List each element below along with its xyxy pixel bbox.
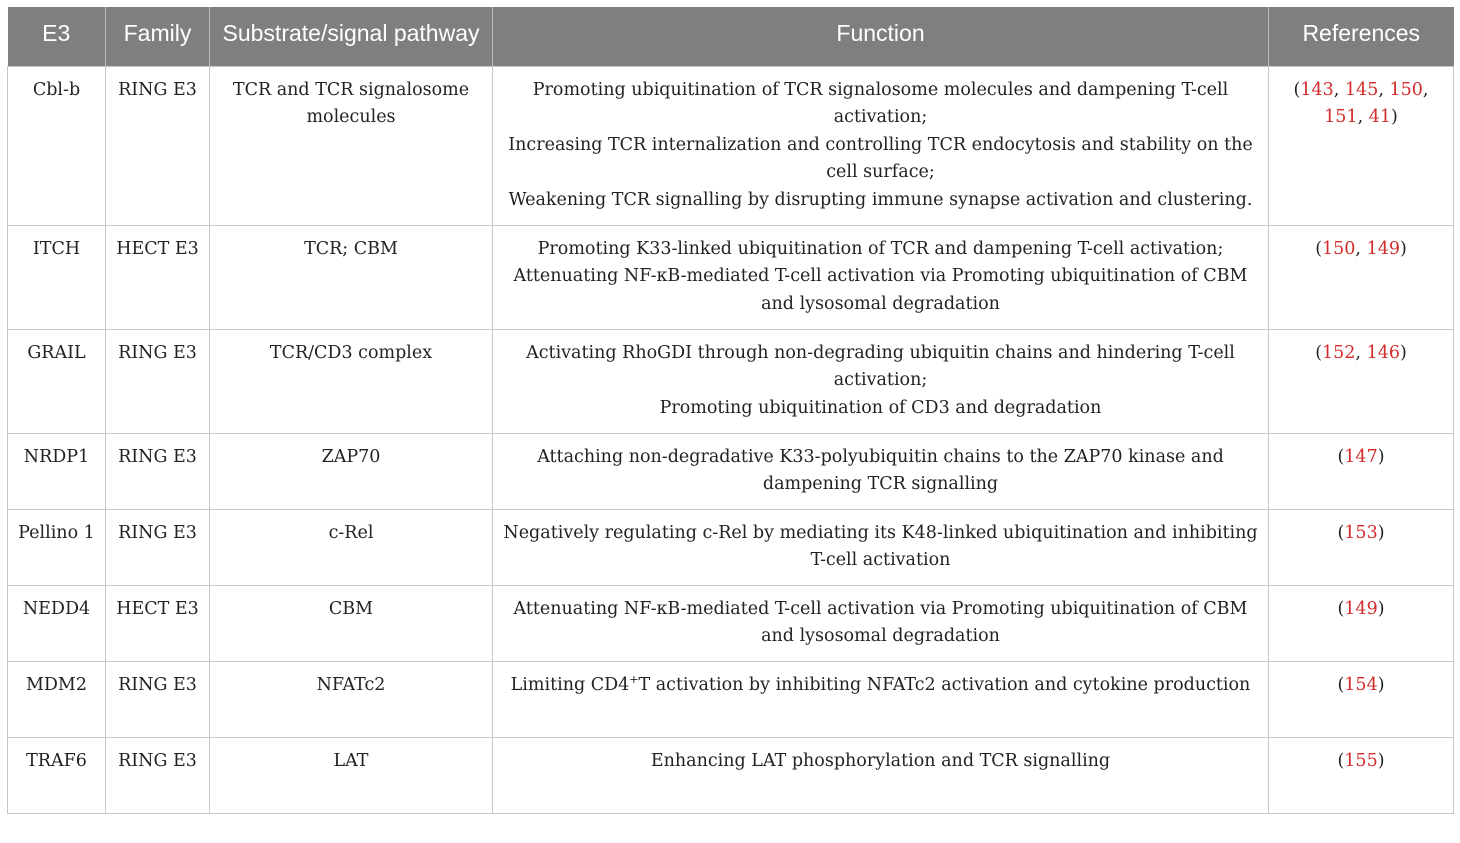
function-line: Promoting ubiquitination of CD3 and degradation (659, 397, 1102, 418)
cell-function (493, 585, 1269, 661)
cell-substrate: CBM (210, 585, 493, 661)
cell-references: (149) (1269, 585, 1454, 661)
function-line: Attenuating NF-κB-mediated T-cell activation via Promoting ubiquitination of CBM and lysosomal degradation (513, 266, 1248, 314)
reference-link[interactable]: 150 (1389, 79, 1423, 100)
cell-e3: Cbl-b (8, 66, 106, 225)
cell-family: RING E3 (106, 329, 210, 433)
table-row (8, 66, 1454, 225)
header-family: Family (106, 7, 210, 66)
cell-substrate: LAT (210, 737, 493, 813)
table-header-row (8, 7, 1454, 66)
cell-references: (154) (1269, 661, 1454, 737)
reference-link[interactable]: 147 (1344, 446, 1378, 467)
table-row (8, 329, 1454, 433)
table-row (8, 737, 1454, 813)
cell-references: (152, 146) (1269, 329, 1454, 433)
cell-references: (153) (1269, 509, 1454, 585)
cell-family: HECT E3 (106, 225, 210, 329)
reference-link[interactable]: 151 (1324, 107, 1358, 127)
cell-e3: GRAIL (8, 329, 106, 433)
cell-substrate: c-Rel (210, 509, 493, 585)
cell-family: HECT E3 (106, 585, 210, 661)
cell-references: (147) (1269, 433, 1454, 509)
reference-link[interactable]: 149 (1344, 598, 1378, 619)
cell-function (493, 661, 1269, 737)
reference-link[interactable]: 153 (1344, 522, 1378, 543)
cell-e3: NRDP1 (8, 433, 106, 509)
cell-family: RING E3 (106, 433, 210, 509)
function-line: Attenuating NF-κB-mediated T-cell activation via Promoting ubiquitination of CBM and lysosomal degradation (513, 598, 1248, 646)
function-line: Promoting ubiquitination of TCR signalosome molecules and dampening T-cell activation; (532, 79, 1229, 127)
table-row (8, 585, 1454, 661)
function-text-before: Limiting CD4 (510, 674, 630, 695)
cell-substrate: TCR; CBM (210, 225, 493, 329)
cell-function (493, 66, 1269, 225)
cell-family: RING E3 (106, 509, 210, 585)
reference-link[interactable]: 154 (1344, 674, 1378, 695)
reference-link[interactable]: 143 (1300, 79, 1334, 100)
function-line: Negatively regulating c-Rel by mediating its K48-linked ubiquitination and inhibiting T-cell activation (503, 522, 1258, 570)
cell-e3: ITCH (8, 225, 106, 329)
function-line: Increasing TCR internalization and controlling TCR endocytosis and stability on the cell surface; (508, 134, 1253, 182)
cell-family: RING E3 (106, 661, 210, 737)
reference-link[interactable]: 146 (1366, 342, 1400, 363)
cell-function (493, 433, 1269, 509)
header-e3: E3 (8, 7, 106, 66)
function-text-after: T activation by inhibiting NFATc2 activation and cytokine production (638, 674, 1251, 695)
table-row (8, 225, 1454, 329)
table-row (8, 509, 1454, 585)
function-line: Enhancing LAT phosphorylation and TCR signalling (650, 750, 1111, 771)
cell-e3: NEDD4 (8, 585, 106, 661)
function-line: Attaching non-degradative K33-polyubiquitin chains to the ZAP70 kinase and dampening TCR signalling (537, 446, 1224, 494)
cell-family: RING E3 (106, 66, 210, 225)
cell-substrate: ZAP70 (210, 433, 493, 509)
header-references: References (1269, 7, 1454, 66)
reference-link[interactable]: 149 (1366, 238, 1400, 259)
cell-e3: Pellino 1 (8, 509, 106, 585)
function-line: Activating RhoGDI through non-degrading ubiquitin chains and hindering T-cell activation; (526, 342, 1235, 390)
cell-e3: MDM2 (8, 661, 106, 737)
cell-references: (143, 145, 150, 151, 41) (1269, 66, 1454, 225)
header-substrate: Substrate/signal pathway (210, 7, 493, 66)
function-line: Weakening TCR signalling by disrupting immune synapse activation and clustering. (508, 189, 1253, 210)
table-row (8, 433, 1454, 509)
reference-link[interactable]: 152 (1322, 342, 1356, 363)
reference-link[interactable]: 41 (1368, 107, 1391, 127)
cell-e3: TRAF6 (8, 737, 106, 813)
reference-link[interactable]: 145 (1344, 79, 1379, 100)
cell-function (493, 737, 1269, 813)
cell-function (493, 329, 1269, 433)
cell-references: (155) (1269, 737, 1454, 813)
superscript-plus: + (629, 672, 639, 686)
cell-substrate: TCR and TCR signalosome molecules (210, 66, 493, 225)
cell-family: RING E3 (106, 737, 210, 813)
cell-references: (150, 149) (1269, 225, 1454, 329)
function-line: Promoting K33-linked ubiquitination of TCR and dampening T-cell activation; (537, 238, 1224, 259)
header-function: Function (493, 7, 1269, 66)
cell-substrate: TCR/CD3 complex (210, 329, 493, 433)
table-row (8, 661, 1454, 737)
cell-substrate: NFATc2 (210, 661, 493, 737)
e3-ligase-table (7, 7, 1454, 814)
reference-link[interactable]: 155 (1344, 750, 1378, 771)
cell-function (493, 509, 1269, 585)
reference-link[interactable]: 150 (1322, 238, 1356, 259)
cell-function (493, 225, 1269, 329)
